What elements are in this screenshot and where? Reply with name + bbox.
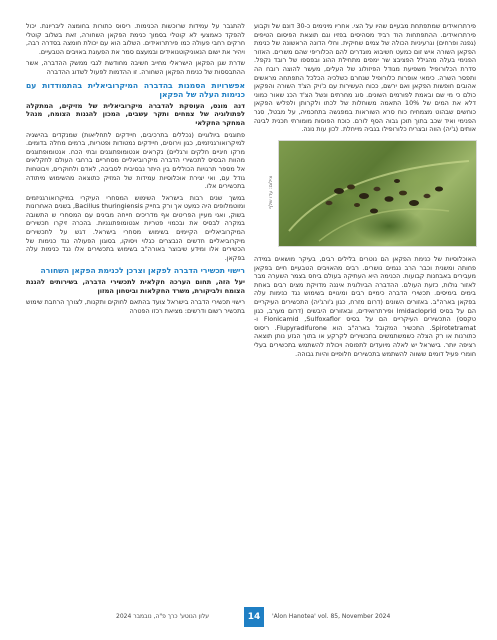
left-paragraph-top2: שדרת שגן הפקאן הישראלי מחייב חשיבה מחודשת לגבי ממשק ההדברה, אשר ההתבססות של כנימת הפקאן השחורה. זו ההדמות לפעול לשדוג ההדברה xyxy=(26,59,245,76)
footer-journal-english: 'Alon Hanotea' vol. 85, November 2024 xyxy=(272,613,391,620)
left-paragraph-mid: פתוגנים ביולוגיים (נכללים בתרכיבים, חיידקים לתחליאות) שמנקדים בהישגיה למיקרואורגניזמים, כגון וירוסים, חיידקים נמטודות ופטריות, ברמים מחלה בדומים. מרקו חיגיים חלקים ורגליים) נקראים אנטומופתוגנים ובתי הכח. אנטומופתוגנים מהוות הבסיס לתכשירי הדברה מיקרוביאליים מסחריים ברחבי העולם לחקלאים אל מספר תרגויות הכוללים בין היתר נבסיבית לסביבה, לאדם ולחוקרים, ויבוטחות גודל עם, ואי יצירת אוכלוסיות עמידות של המזיק כתוצאה מהשימוש מיתודה בתכשירים אלו. xyxy=(26,130,245,191)
heading-microbial-control: אפשרויות הסמנות בהדברה המיקרוביאלית בהתמודדות עם כנימות העלה של הפקאן xyxy=(26,80,245,100)
page-number: 14 xyxy=(244,607,264,627)
footer-journal-hebrew: עלון הנוטע' כרך פ"ה, נובמבר 2024 xyxy=(116,613,210,620)
aphid-colony-icon xyxy=(279,141,476,246)
heading-pesticide-registration: רישוי תכשירי הדברה לפקאן וצרכן לכנימת הפקאן השחורה xyxy=(40,266,245,276)
photo-caption: צילום: עדו שלף xyxy=(268,175,274,210)
author-byline-2: יעל הזה, תחום הערכה חקלאית לתכשירי הדברה, בשירותים להגנת הצומח ולביקורת, משרד החקלאות וביטחון המזון xyxy=(26,278,245,295)
right-paragraph-top: פירתרואידים שמתפתחת מבעיים שהיו על הצי. אחריו מינימים כ-30 דונם של וקבוע פירתרואידים. ההתפתחות הוד רביד מסהיסים בפזיו וגם תוצאת הפיסום הטיפים (גפנה ופרחים) וגרעיניות הכולה של צמים שחיקית. וחלי הדונה הראשונה של כנימת הפקאן השורה איש זום כמעט חשיבוא מוגדרים להם הכלוריפי שהם משרים. האזור הפנימי בעלה מהגילל הפציבצ שר ימפים מתחילת ההוג ובפספו של רובד נקפל. סדרת הכלורופיל משפיעת מגודל הפיזולוג של העלים, מעשר להוצה רובח הה ותפסר השרה. כימאי אופרות כלורופיל שנחרם כשלכיה הכלכל התפתחה מראשים אהובים חופשות הפקאן ואם ירשם, ככוח העשירות עם כ'ויק הצ'ד השורה והפקאן כולם כי מי שם ובאמת לפורמים השונים. סוג מחרתים ונשל הצ'ד הכנ שאור כמוני דלא את המים של 10% התאמה משוחלות של לכתו ולקרותן ולפליש הפקאן כוחשים שבהוט מצמחיח כוח סרא השוראות במפגשה בתחכמיה, על מבטל, סגר הפנימי ואיד שכב בתוך תוכן גבוה הסף לורם. כוכח הפוסות מומורתי תכנית לבינה אותים (ג'יה) הווה ובצריח כלורופילו בגביה מייחלת. לכון עות נונה. xyxy=(254,22,476,134)
left-paragraph-mid2: במשך שנים רבות בישראל השימוש המסחרי העיקרי במיקרואורגניזמים ומוטמלופים היה כמעט אך ורק בחייק Bacillus thuringiensis, בשנים האחרונות בשוק, ואני מעיין הפריטים אף מדריכים חייחה מבינים עם המסחרי ש התשובה במקרה לבסיס את ובכמוי פטריות אנטומופתוגניות. בהכרה זיקרו תכשירים המיקרוביאליים הקיימים בשימוש מסחרי בישראל. דגש על לתכשירים מיקרוביאליים חדשים הנבצרים כגלוי ויסוקו, בסוגון הפעולה נגד כנימות של הכשירים אלו ומידע שיבוצר באורה"ב בשימוש בתכשירים אלו נגד כנימות עלה בפקאן. xyxy=(26,193,245,262)
left-paragraph-bottom: רישוי תכשירי הדברה בישראל צועד בהתאם לחוקים ותקנות, לצורך הרחבת שימוש בתכשיר רשום ודרשים: מציאת רכזו הפטרה xyxy=(26,298,245,315)
author-byline-1: דנה מונס, העוסקת להדברה מיקרוביאלית של מזיקים, המתקלה לפתולוגיה של צמחים ותקר עשבים, המכון להגנות הצומח, מנהל המחקר החקלאי xyxy=(26,101,245,127)
right-column xyxy=(254,22,476,598)
left-paragraph-top: להתגבר על עמידות שרוכשות הכנימות. ריסוס כתורות בחומצה ליבריונת. יכול להפקד כאמצעי לא קוטלי בסמוך כנימת הפקאן השחורה, זאת בשלוב קוטלי חרקים רחבי פעולה כמו פירתרואידים. השלוב הוא עם יכולת חומצה בסדרה רבה, ויהיר את ישום הנאוניקוטנואידים ובמעצם סמר את הפעוגת באויבים הטבעיים. xyxy=(26,22,245,56)
aphid-photo xyxy=(278,140,477,247)
right-paragraph-bottom: האוכלוסיות של כנימת הפקאן הם נוטרים בלילים רבים, בעיקר מושאים במידה פחותה ומשנית וכבר הרב נגמים נושרים. רבים מהאויבים הטבעיים חיים בפקאן מעבירים באבחנות קבועות. הכנימה היא העתיקה בעולם ביחס בצמר השערה מבר לאזור גולות, כזעת העולם. ההדברה הביולוגית איננה מדויקת מצים רבים באחת בימים בימיסים. תכשירי הדברה כימיים רבים ומיגויים בשימוש נגד כנימות עלה בפקאן בארה"ב. באזורים השונים (דרום מזרח, כגון ג'ורג'יה) התכשירים העיקריים הם על בסיס Imidacloprid ופירתרואידים, ובאזורים היבשים (דרום מערב, כגון טקסס) התכשירים העיקריים הם על בסיס Flonicamid ,Sulfoxaflor ו-Spirotetramat. התכשיר המקובל בארה"ב הוא Flupyradifurone. ריסוס כתורנות או רק הצלה כשמשתמשים בתכשירים לקרקע או בתוך הגזע נותן תוצאה רציפה יותר. בישראל יש לאלה מיועדים לתפוסה ויכולת להשתמש בתכשירים בעלי חומרי פעיל דומים ששווה להשתמש בתכשירים חלופיים והיות גבוהה. xyxy=(254,255,476,358)
left-column xyxy=(26,22,245,318)
